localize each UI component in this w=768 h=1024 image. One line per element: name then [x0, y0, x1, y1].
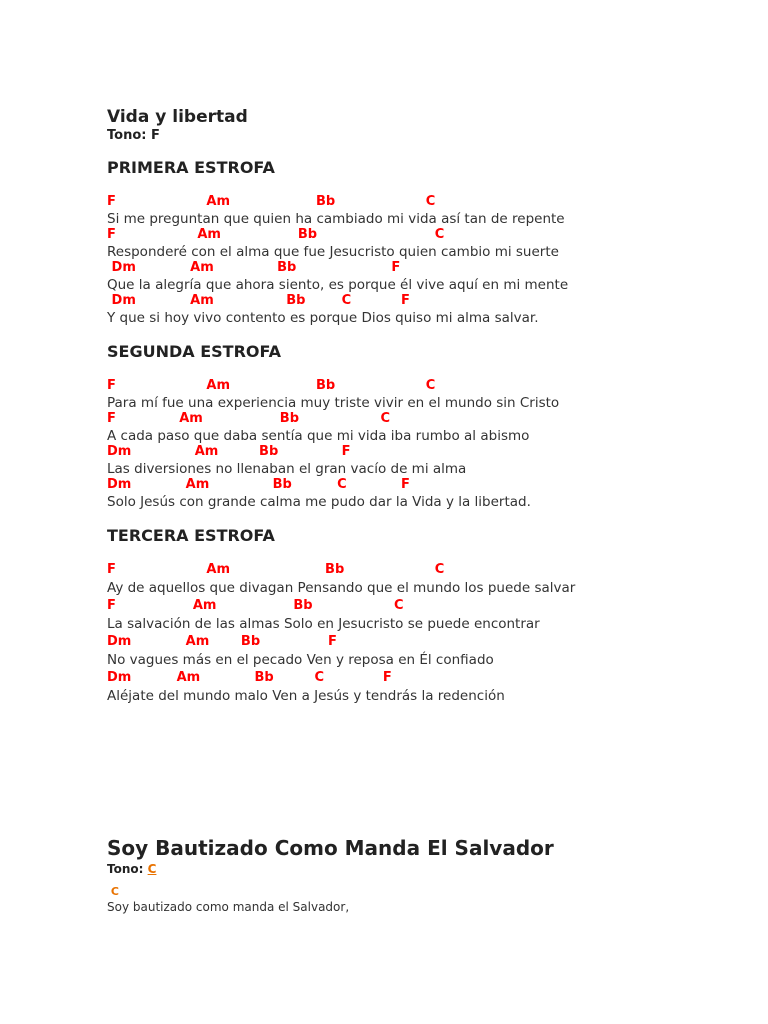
- chord-line: Dm Am Bb C F: [107, 670, 392, 685]
- chord-line: Dm Am Bb C F: [107, 293, 410, 308]
- lyric-line: La salvación de las almas Solo en Jesucristo se puede encontrar: [107, 616, 540, 632]
- lyric-line: Las diversiones no llenaban el gran vacío de mi alma: [107, 461, 467, 477]
- song2-chord-line: C: [107, 885, 119, 898]
- lyric-line: Aléjate del mundo malo Ven a Jesús y tendrás la redención: [107, 688, 505, 704]
- section-title: PRIMERA ESTROFA: [107, 158, 275, 177]
- lyric-line: Que la alegría que ahora siento, es porque él vive aquí en mi mente: [107, 277, 569, 293]
- chord-line: F Am Bb C: [107, 598, 404, 613]
- lyric-line: No vagues más en el pecado Ven y reposa en Él confiado: [107, 652, 494, 668]
- section-title: SEGUNDA ESTROFA: [107, 342, 281, 361]
- chord-line: F Am Bb C: [107, 562, 445, 577]
- song2-lyric-line: Soy bautizado como manda el Salvador,: [107, 900, 350, 914]
- chord-line: F Am Bb C: [107, 194, 436, 209]
- song2-tone-label: Tono:: [107, 862, 148, 876]
- lyric-line: Solo Jesús con grande calma me pudo dar la Vida y la libertad.: [107, 494, 531, 510]
- document-page: [107, 106, 768, 914]
- chord-line: Dm Am Bb F: [107, 260, 401, 275]
- chord-line: F Am Bb C: [107, 378, 436, 393]
- song-tone: Tono: F: [107, 128, 160, 143]
- section-1: [107, 158, 768, 326]
- lyric-line: Responderé con el alma que fue Jesucristo quien cambio mi suerte: [107, 244, 559, 260]
- chord-line: F Am Bb C: [107, 411, 391, 426]
- lyric-line: Para mí fue una experiencia muy triste vivir en el mundo sin Cristo: [107, 395, 560, 411]
- chord-line: Dm Am Bb C F: [107, 477, 410, 492]
- lyric-line: Ay de aquellos que divagan Pensando que el mundo los puede salvar: [107, 580, 576, 596]
- song2-tone: [107, 861, 554, 877]
- chord-line: Dm Am Bb F: [107, 634, 337, 649]
- section-2: [107, 342, 768, 510]
- song-title: Vida y libertad: [107, 107, 248, 127]
- lyric-line: Y que si hoy vivo contento es porque Dios quiso mi alma salvar.: [107, 310, 539, 326]
- chord-line: F Am Bb C: [107, 227, 445, 242]
- song2-title: Soy Bautizado Como Manda El Salvador: [107, 836, 554, 860]
- chord-line: Dm Am Bb F: [107, 444, 351, 459]
- song2-tone-key-link[interactable]: C: [147, 862, 157, 876]
- lyric-line: A cada paso que daba sentía que mi vida iba rumbo al abismo: [107, 428, 530, 444]
- lyric-line: Si me preguntan que quien ha cambiado mi vida así tan de repente: [107, 211, 565, 227]
- section-title: TERCERA ESTROFA: [107, 526, 275, 545]
- section-3: [107, 526, 768, 706]
